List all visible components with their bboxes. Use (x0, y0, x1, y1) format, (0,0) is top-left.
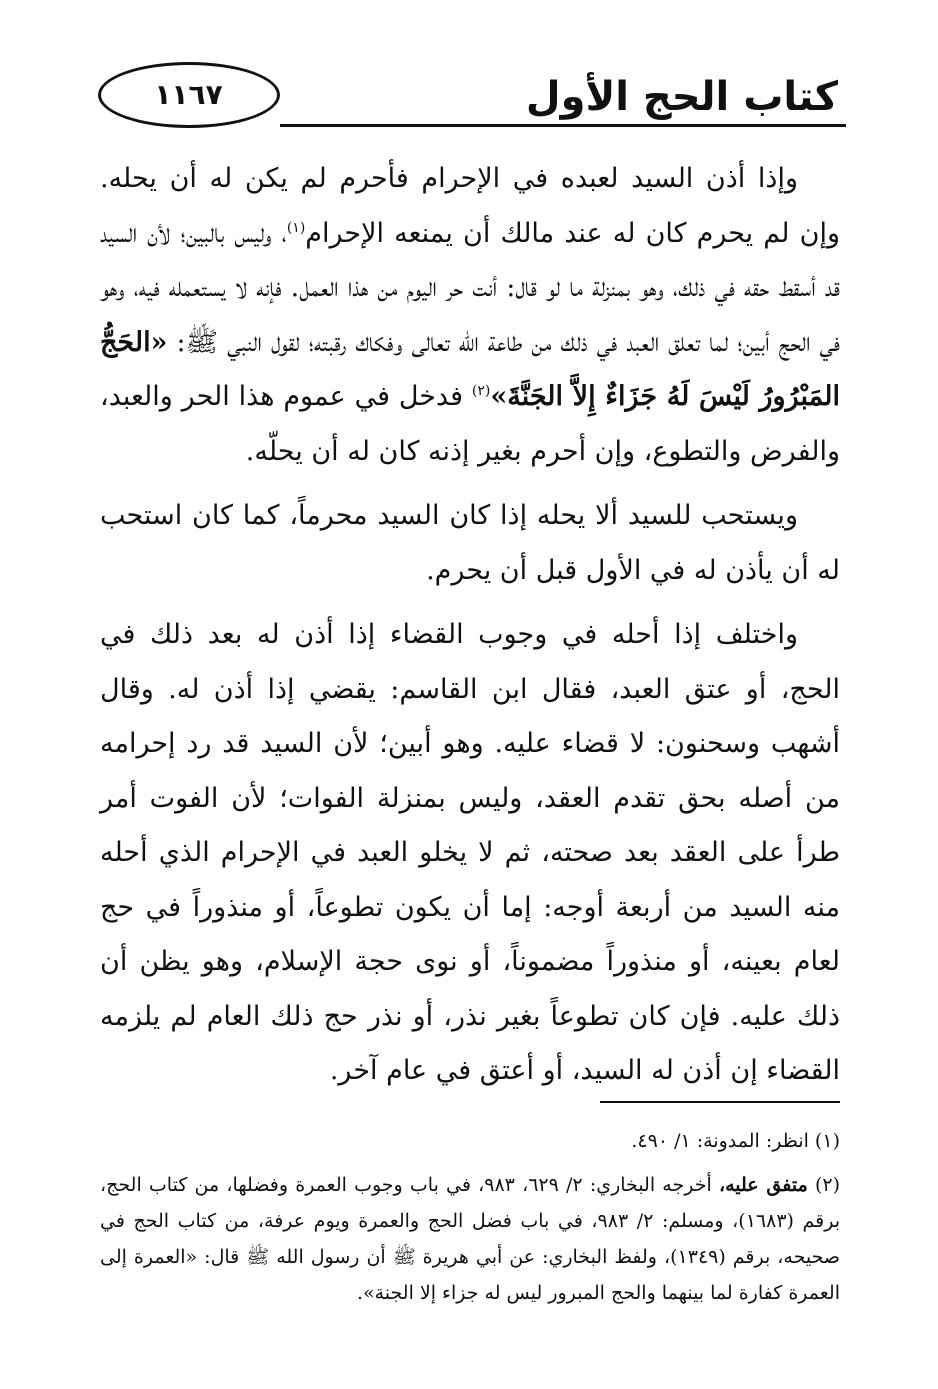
footnote-2-number: (٢) (814, 1174, 840, 1196)
paragraph-1-text-a: وإذا أذن السيد لعبده في الإحرام فأحرم لم يكن له أن يحله. وإن لم يحرم كان له عند مالك أن يمنعه الإحرام (100, 163, 840, 249)
paragraph-2: ويستحب للسيد ألا يحله إذا كان السيد محرماً، كما كان استحب له أن يأذن له في الأول قبل أن يحرم. (100, 500, 840, 586)
footnote-2-text: أخرجه البخاري: ٢/ ٦٢٩، ٩٨٣، في باب وجوب العمرة وفضلها، من كتاب الحج، برقم (١٦٨٣)، ومسلم: ٢/ ٩٨٣، في باب فضل الحج والعمرة ويوم عرفة، من كتاب الحج في صحيحه، برقم (١٣٤٩)، ولفظ البخاري: عن أبي هريرة ﷺ أن رسول الله ﷺ قال: «العمرة إلى العمرة كفارة لما بينهما والحج المبرور ليس له جزاء إلا الجنة». (100, 1174, 841, 1304)
running-title: كتاب الحج الأول (525, 74, 838, 120)
paragraph-3: واختلف إذا أحله في وجوب القضاء إذا أذن له بعد ذلك في الحج، أو عتق العبد، فقال ابن القاسم: يقضي إذا أذن له. وقال أشهب وسحنون: لا قضاء عليه. وهو أبين؛ لأن السيد قد رد إحرامه من أصله بحق تقدم العقد، وليس بمنزلة الفوات؛ لأن الفوت أمر طرأ على العقد بعد صحته، ثم لا يخلو العبد في الإحرام الذي أحله منه السيد من أربعة أوجه: إما أن يكون تطوعاً، أو منذوراً في حج لعام بعينه، أو منذوراً مضموناً، أو نوى حجة الإسلام، وهو يظن أن ذلك عليه. فإن كان تطوعاً بغير نذر، أو نذر حج ذلك العام لم يلزمه القضاء إن أذن له السيد، أو أعتق في عام آخر. (100, 619, 840, 1086)
footnotes (100, 1123, 840, 1319)
paragraph-1 (100, 152, 840, 479)
paragraph-1-text-b: ، وليس بالبين؛ لأن السيد قد أسقط حقه في ذلك، وهو بمنزلة ما لو قال: أنت حر اليوم من هذا العمل. فإنه لا يستعمله فيه، وهو في الحج أبين؛ لما تعلق العبد في ذلك من طاعة الله تعالى وفكاك رقبته؛ لقول النبي ﷺ: (100, 217, 840, 358)
header-rule (280, 124, 846, 127)
page-number: ١١٦٧ (154, 78, 223, 111)
hadith-quote: «الحَجُّ المَبْرُورُ لَيْسَ لَهُ جَزَاءٌ إِلاَّ الجَنَّةَ» (100, 326, 840, 412)
footnote-separator (600, 1101, 840, 1103)
main-text (100, 152, 840, 1109)
footnote-ref-2: (٢) (471, 383, 491, 399)
footnote-2-lead: متفق عليه، (718, 1174, 808, 1196)
paragraph-1-text-c: فدخل في عموم هذا الحر والعبد، والفرض والتطوع، وإن أحرم بغير إذنه كان له أن يحلّه. (100, 381, 840, 467)
footnote-1: (١) انظر: المدونة: ١/ ٤٩٠. (631, 1130, 840, 1152)
page-header (96, 62, 846, 140)
footnote-ref-1: (١) (286, 219, 306, 236)
footnote-2 (100, 1167, 840, 1311)
